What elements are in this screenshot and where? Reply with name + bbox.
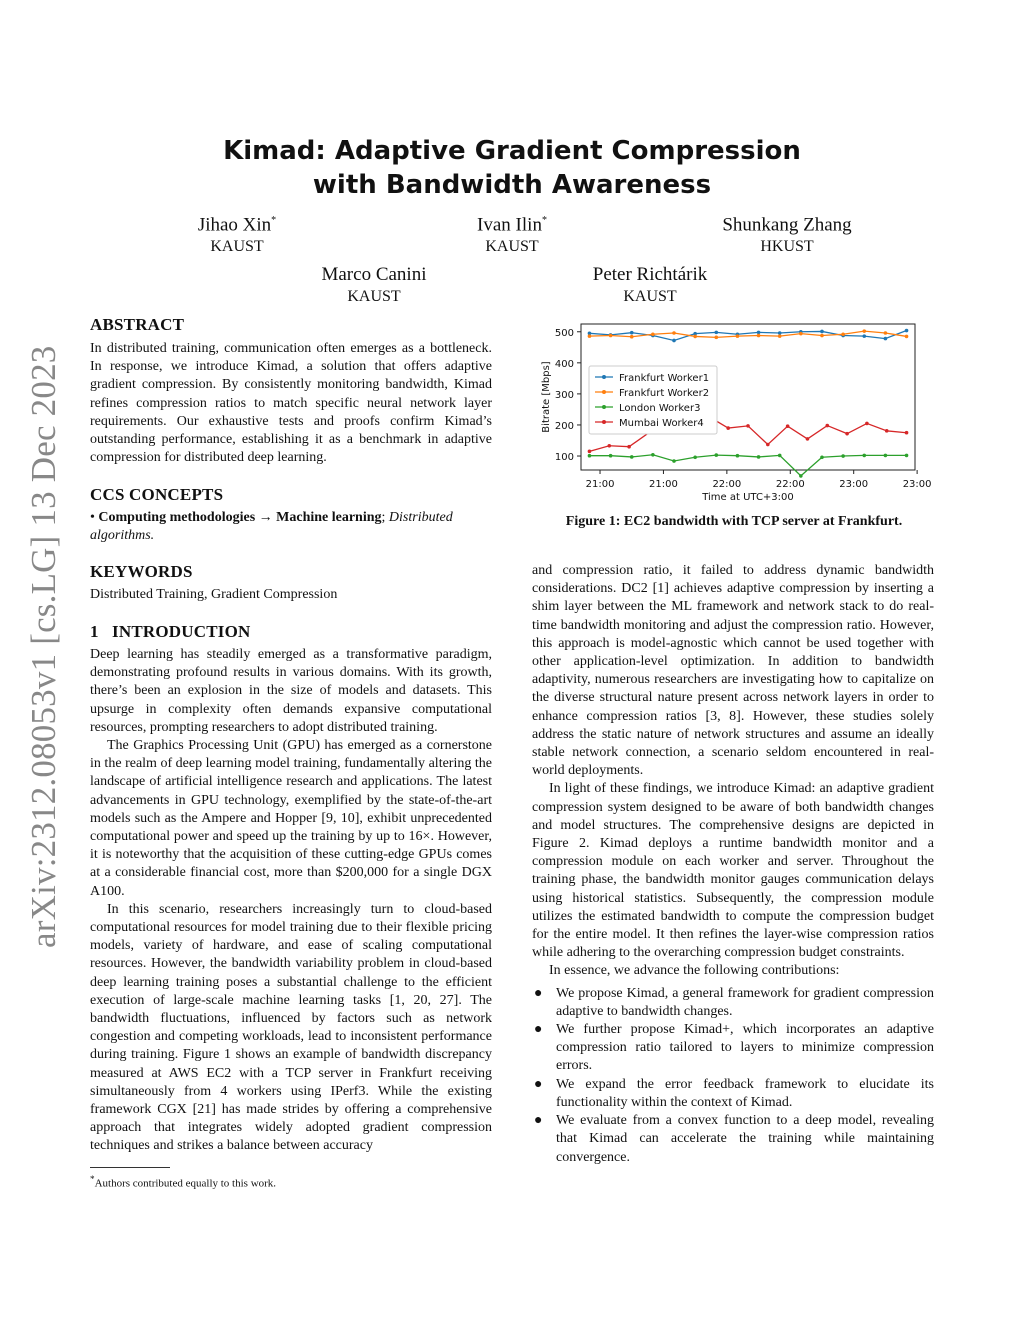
legend-marker (602, 375, 606, 379)
ccs-text: • Computing methodologies → Machine learning; Distributed algorithms. (90, 510, 453, 544)
data-point (588, 450, 592, 454)
intro-heading: 1 INTRODUCTION (90, 622, 251, 641)
author-affiliation: KAUST (623, 288, 677, 305)
author-name: Shunkang Zhang (722, 214, 852, 236)
data-point (736, 334, 740, 338)
keywords-text: Distributed Training, Gradient Compression (90, 587, 338, 602)
data-point (627, 445, 631, 449)
abstract-text: In distributed training, communication often emerges as a bottleneck. In response, we introduce Kimad, a solution that offers adaptive gradient compression. By consistently monitoring bandwidth, Kimad refines compression ratios to match specific neural network layer requirements. Our exhaustive tests and proofs confirm Kimad’s outstanding performance, establishing it as a benchmark in adaptive compression for distributed deep learning. (90, 341, 492, 466)
paragraph: and compression ratio, it failed to address dynamic bandwidth considerations. DC2 [1] achieves adaptive compression by inserting a shim layer between the ML framework and network stack to do real-time bandwidth monitoring and adjust the compression ratio. However, this approach is model-agnostic which cannot be used together with other application-level optimization. In addition to bandwidth adaptivity, numerous researchers are investigating how to capitalize on the diverse structural nature present across network layers in order to enhance compression ratios [3, 8]. However, these studies solely address the static nature of network structures and assume an ideally stable network connection, a scenario seldom encountered in real-world deployments. (532, 563, 934, 779)
data-point (845, 432, 849, 436)
author-name: Jihao Xin* (197, 214, 277, 236)
paragraph: In essence, we advance the following contributions: (549, 963, 840, 979)
legend-marker (602, 420, 606, 424)
y-tick-label: 300 (554, 389, 574, 401)
x-axis-label: Time at UTC+3:00 (702, 492, 794, 503)
series-line (589, 455, 906, 476)
data-point (714, 336, 718, 340)
legend-label: Frankfurt Worker1 (619, 373, 710, 384)
data-point (825, 424, 829, 428)
legend-label: Frankfurt Worker2 (619, 388, 710, 399)
author-affiliation: KAUST (210, 238, 264, 256)
data-point (865, 422, 869, 426)
author-name: Peter Richtárik (592, 264, 708, 285)
data-point (778, 334, 782, 338)
data-point (609, 454, 613, 458)
data-point (757, 455, 761, 459)
data-point (607, 444, 611, 448)
data-point (862, 454, 866, 458)
data-point (588, 334, 592, 338)
paragraph: The Graphics Processing Unit (GPU) has emerged as a cornerstone in the realm of deep learning model training, fundamentally altering the landscape of artificial intelligence research and applications. The latest advancements in GPU technology, exemplified by the state-of-the-art models such as the Ampere and Hopper [9, 10], exhibit unprecedented computational power and speed up the training by up to 16×. However, it is noteworthy that the acquisition of these cutting-edge GPUs comes at a considerable financial cost, more than $200,000 for a single DGX A100. (90, 738, 492, 899)
y-tick-label: 400 (554, 358, 574, 370)
data-point (884, 331, 888, 335)
data-point (905, 329, 909, 333)
data-point (766, 443, 770, 447)
legend-label: London Worker3 (619, 403, 701, 414)
ccs-heading: CCS CONCEPTS (90, 485, 224, 504)
data-point (806, 437, 810, 441)
data-point (905, 454, 909, 458)
data-point (820, 455, 824, 459)
data-point (778, 454, 782, 458)
data-point (905, 431, 909, 435)
x-tick-label: 22:00 (775, 479, 805, 490)
data-point (693, 335, 697, 339)
data-point (588, 454, 592, 458)
x-tick-label: 23:00 (839, 479, 869, 490)
data-point (799, 474, 803, 478)
data-point (885, 429, 889, 433)
y-tick-label: 500 (554, 327, 574, 339)
data-point (778, 331, 782, 335)
ccs-italic: Distributed algorithms. (90, 510, 453, 544)
data-point (746, 424, 750, 428)
x-tick-label: 23:00 (902, 479, 932, 490)
x-tick-label: 22:00 (712, 479, 742, 490)
data-point (841, 332, 845, 336)
author-name: Ivan Ilin* (477, 214, 547, 236)
data-point (820, 330, 824, 334)
paragraph: Deep learning has steadily emerged as a transformative paradigm, demonstrating profound results in various domains. With its growth, there’s been an explosion in the size of models and datasets. This upsurge in complexity often demands expansive computational resources, prompting researchers to adopt distributed training. (90, 647, 492, 735)
author-name: Marco Canini (321, 264, 427, 285)
title-line-2: with Bandwidth Awareness (312, 170, 712, 200)
footnote: *Authors contributed equally to this work. (90, 1174, 277, 1190)
data-point (630, 455, 634, 459)
list-item: ● We expand the error feedback framework to elucidate its functionality within the context of Kimad. (534, 1076, 934, 1110)
data-point (726, 426, 730, 430)
data-point (841, 454, 845, 458)
author-block (387, 210, 637, 258)
paragraph: In light of these findings, we introduce Kimad: an adaptive gradient compression system designed to be aware of both bandwidth changes and model structures. The comprehensive designs are depicted in Figure 2. Kimad deploys a runtime bandwidth monitor and a compression module on each worker and server. Throughout the training phase, the bandwidth monitor gauges communication delays using historical statistics. Subsequently, the compression module utilizes the estimated bandwidth to compute the compression budget for the entire model. It then refines the layer-wise compression ratios while adhering to the overarching compression budget constraints. (532, 781, 934, 961)
data-point (884, 337, 888, 341)
y-tick-label: 200 (554, 420, 574, 432)
data-point (786, 424, 790, 428)
list-item: ● We further propose Kimad+, which incorporates an adaptive compression ratio tailored to layers to minimize compression errors. (534, 1022, 934, 1074)
list-item: ● We evaluate from a convex function to a deep model, revealing that Kimad can accelerate the training while maintaining convergence. (534, 1113, 934, 1165)
keywords-heading: KEYWORDS (90, 562, 193, 581)
author-block (112, 210, 362, 258)
data-point (651, 332, 655, 336)
figure-caption: Figure 1: EC2 bandwidth with TCP server at Frankfurt. (565, 514, 903, 529)
bandwidth-line-chart (535, 320, 935, 506)
data-point (651, 453, 655, 457)
x-tick-label: 21:00 (585, 479, 615, 490)
data-point (672, 339, 676, 343)
author-affiliation: KAUST (347, 288, 401, 305)
data-point (884, 454, 888, 458)
data-point (672, 459, 676, 463)
data-point (714, 453, 718, 457)
footnote-rule (90, 1167, 170, 1168)
data-point (820, 334, 824, 338)
data-point (672, 331, 676, 335)
author-block (662, 210, 912, 258)
y-tick-label: 100 (554, 452, 574, 464)
author-affiliation: HKUST (760, 238, 814, 256)
intro-left-column (90, 646, 492, 1156)
ccs-bullet: • (90, 510, 95, 525)
y-axis-label: Bitrate [Mbps] (541, 361, 552, 433)
arxiv-sidebar-stamp: arXiv:2312.08053v1 [cs.LG] 13 Dec 2023 (24, 345, 63, 948)
author-block (525, 264, 775, 308)
x-tick-label: 21:00 (649, 479, 678, 490)
author-affiliation: KAUST (485, 238, 539, 256)
data-point (799, 332, 803, 336)
data-point (714, 331, 718, 335)
data-point (630, 331, 634, 335)
legend-marker (602, 405, 606, 409)
author-block (249, 264, 499, 308)
data-point (757, 331, 761, 335)
data-point (736, 454, 740, 458)
figure-1 (535, 320, 935, 506)
data-point (693, 455, 697, 459)
abstract-heading: ABSTRACT (90, 315, 185, 334)
data-point (862, 334, 866, 338)
legend-label: Mumbai Worker4 (619, 418, 704, 429)
ccs-bold: Computing methodologies → Machine learning (98, 510, 382, 525)
intro-right-column (532, 562, 934, 1167)
legend-marker (602, 390, 606, 394)
paper-title (0, 134, 1024, 202)
data-point (757, 334, 761, 338)
title-line-1: Kimad: Adaptive Gradient Compression (223, 136, 801, 166)
data-point (905, 335, 909, 339)
paragraph: In this scenario, researchers increasingly turn to cloud-based computational resources for model training due to their flexible pricing models, variety of hardware, and ease of scaling computational resources. However, the bandwidth variability problem in cloud-based deep learning training poses a substantial challenge to the efficient execution of large-scale machine learning tasks [1, 20, 27]. The bandwidth fluctuations, influenced by factors such as network congestion and competing workloads, lead to inconsistent performance during training. Figure 1 shows an example of bandwidth discrepancy measured at AWS EC2 with a TCP server in Frankfurt receiving simultaneously from 4 workers using IPerf3. While the existing framework CGX [21] has made strides by offering a comprehensive approach that integrates widely adopted gradient compression techniques and strikes a balance between accuracy (90, 901, 492, 1154)
list-item: ● We propose Kimad, a general framework for gradient compression adaptive to bandwidth changes. (534, 985, 934, 1019)
data-point (609, 334, 613, 338)
contributions-list (532, 985, 934, 1167)
data-point (862, 329, 866, 333)
data-point (630, 335, 634, 339)
